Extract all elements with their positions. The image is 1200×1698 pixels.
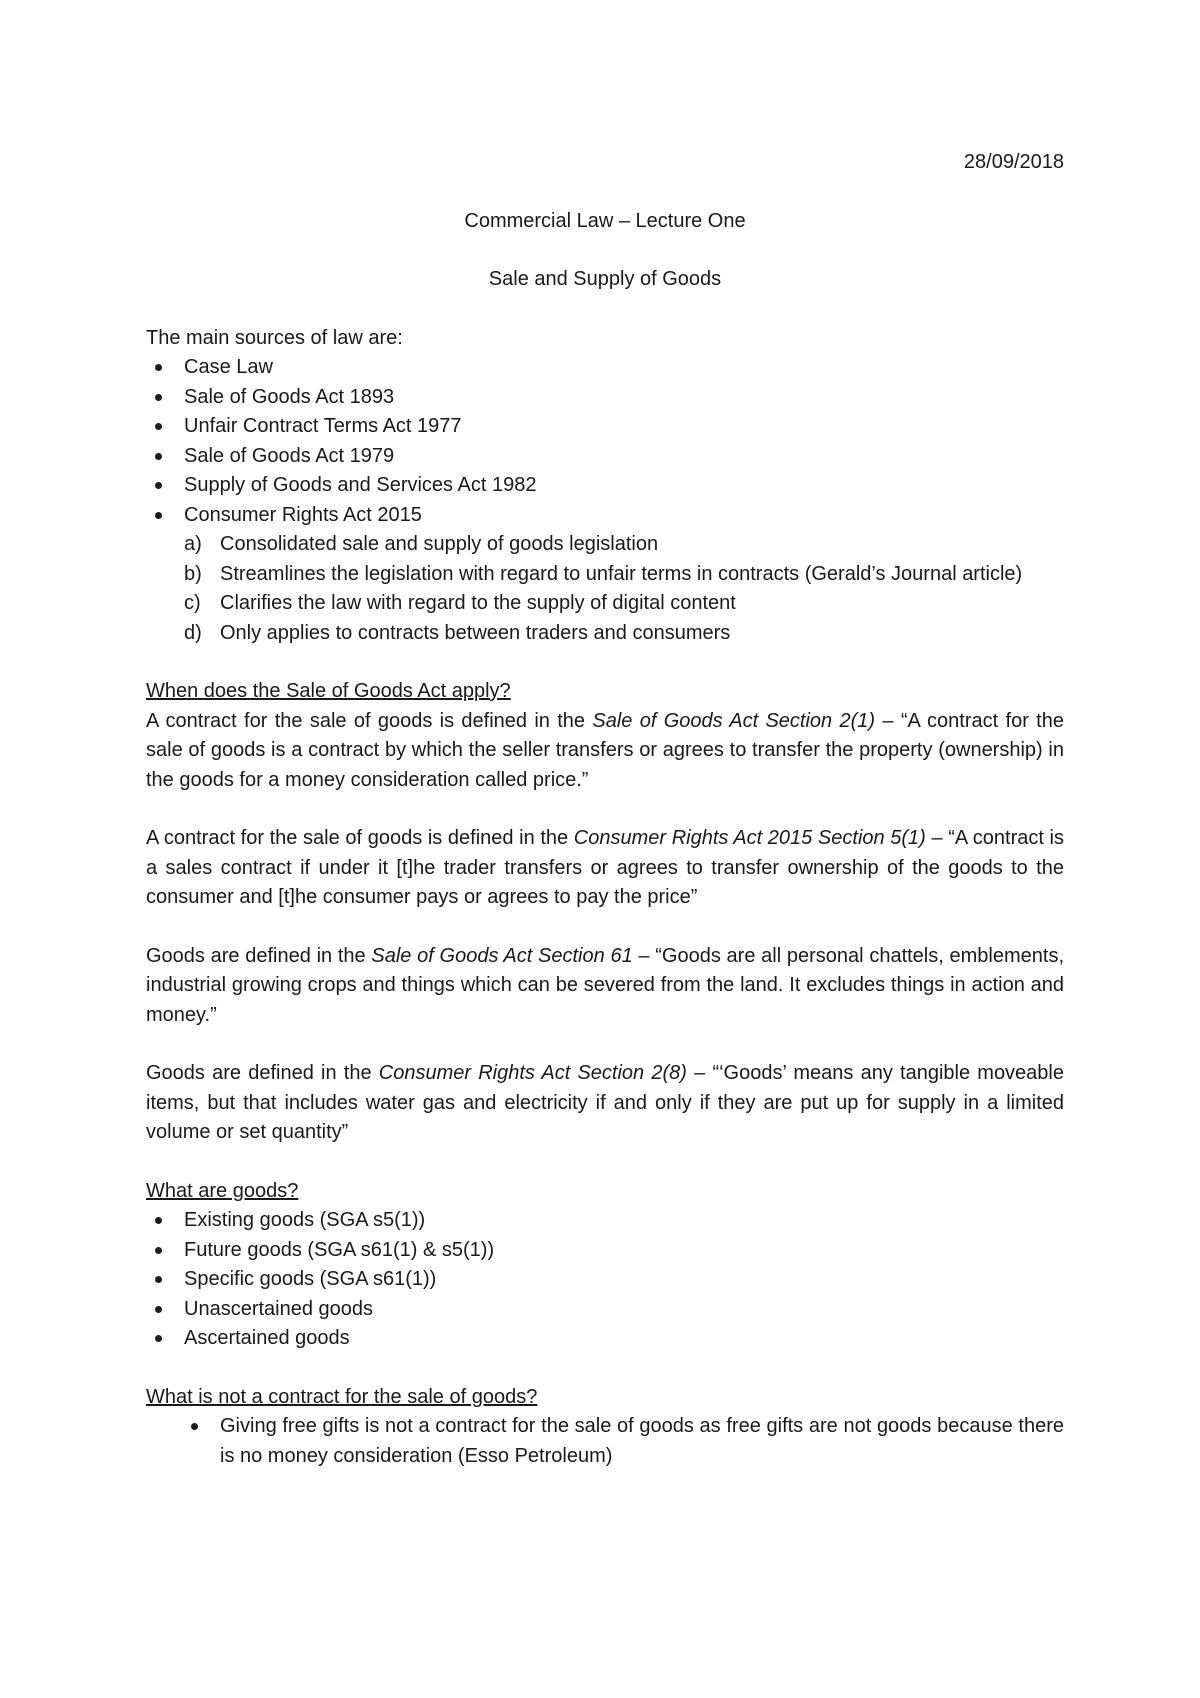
paragraph-lead: Goods are defined in the xyxy=(146,1062,379,1084)
what-goods-section xyxy=(146,1177,1064,1354)
paragraph-quote: – “Goods are all personal chattels, emblements, industrial growing crops and things which can be severed from the land. It excludes things in action and money.” xyxy=(146,944,1065,1026)
definition-paragraph xyxy=(146,707,1064,796)
not-contract-list xyxy=(146,1412,1064,1471)
list-item-text: Supply of Goods and Services Act 1982 xyxy=(184,474,537,496)
bullet-icon xyxy=(155,482,162,489)
sources-intro: The main sources of law are: xyxy=(146,326,403,349)
statute-reference: Sale of Goods Act Section 61 xyxy=(371,944,633,967)
bullet-icon xyxy=(155,1276,162,1283)
bullet-icon xyxy=(155,364,162,371)
list-item-text: Case Law xyxy=(184,356,273,378)
list-item-text: Existing goods (SGA s5(1)) xyxy=(184,1209,426,1231)
statute-reference: Consumer Rights Act Section 2(8) xyxy=(378,1062,687,1084)
document-title: Commercial Law – Lecture One xyxy=(464,209,746,232)
list-item-text: Unfair Contract Terms Act 1977 xyxy=(184,415,462,437)
list-item xyxy=(146,501,1064,531)
document-body xyxy=(146,148,1064,1471)
bullet-icon xyxy=(155,453,162,460)
list-item-text: Consumer Rights Act 2015 xyxy=(184,503,422,526)
list-item xyxy=(146,383,1064,413)
list-item xyxy=(146,1206,1064,1236)
list-item-text: Unascertained goods xyxy=(184,1297,374,1320)
sub-list-label: b) xyxy=(184,562,202,585)
consumer-rights-sublist xyxy=(146,530,1064,648)
list-item xyxy=(146,1324,1064,1354)
list-item xyxy=(182,1412,1064,1471)
statute-reference: Consumer Rights Act 2015 Section 5(1) xyxy=(573,827,926,849)
list-item xyxy=(146,1236,1064,1266)
bullet-icon xyxy=(155,512,162,519)
list-item-text: Ascertained goods xyxy=(184,1327,350,1349)
paragraph-quote: – “‘Goods’ means any tangible moveable items, but that includes water gas and electricity if and only if they are put up for supply in a limited volume or set quantity” xyxy=(146,1062,1064,1143)
sub-list-item xyxy=(184,619,1064,649)
list-item-text: Giving free gifts is not a contract for the sale of goods as free gifts are not goods because there is no money consideration (Esso Petroleum) xyxy=(220,1415,1064,1467)
sub-list-item xyxy=(184,589,1064,619)
definition-paragraph xyxy=(146,942,1064,1031)
bullet-icon xyxy=(155,1306,162,1313)
definition-paragraph xyxy=(146,1059,1064,1148)
sub-list-text: Only applies to contracts between traders and consumers xyxy=(220,621,731,644)
paragraph-quote: – “A contract for the sale of goods is a contract by which the seller transfers or agrees to transfer the property (ownership) in the goods for a money consideration called price.” xyxy=(146,709,1064,791)
document-subtitle: Sale and Supply of Goods xyxy=(488,268,722,290)
paragraph-quote: – “A contract is a sales contract if under it [t]he trader transfers or agrees to transfer ownership of the goods to the consumer and [t]he consumer pays or agrees to pay the price” xyxy=(146,827,1064,908)
list-item xyxy=(146,353,1064,383)
paragraph-lead: A contract for the sale of goods is defined in the xyxy=(146,827,574,849)
list-item-text: Sale of Goods Act 1893 xyxy=(184,385,395,408)
sub-list-item xyxy=(184,530,1064,560)
sub-list-text: Clarifies the law with regard to the supply of digital content xyxy=(220,592,736,614)
section-heading: When does the Sale of Goods Act apply? xyxy=(146,680,511,702)
sub-list-label: d) xyxy=(184,621,202,644)
not-contract-section xyxy=(146,1383,1064,1472)
list-item xyxy=(146,442,1064,472)
lecture-date: 28/09/2018 xyxy=(963,151,1064,173)
list-item-text: Sale of Goods Act 1979 xyxy=(184,444,395,467)
paragraph-lead: A contract for the sale of goods is defined in the xyxy=(146,709,593,732)
sub-list-item xyxy=(184,560,1064,590)
sources-list xyxy=(146,353,1064,530)
definition-paragraph xyxy=(146,824,1064,913)
list-item xyxy=(146,412,1064,442)
section-heading: What are goods? xyxy=(146,1179,299,1202)
bullet-icon xyxy=(191,1423,198,1430)
paragraph-lead: Goods are defined in the xyxy=(146,944,372,967)
sub-list-text: Streamlines the legislation with regard to unfair terms in contracts (Gerald’s Journal article) xyxy=(220,562,1023,585)
sub-list-text: Consolidated sale and supply of goods legislation xyxy=(220,533,659,555)
list-item xyxy=(146,1295,1064,1325)
sub-list-label: c) xyxy=(184,592,201,614)
list-item xyxy=(146,471,1064,501)
goods-types-list xyxy=(146,1206,1064,1354)
statute-reference: Sale of Goods Act Section 2(1) xyxy=(592,709,876,732)
sub-list-label: a) xyxy=(184,533,202,555)
bullet-icon xyxy=(155,1247,162,1254)
bullet-icon xyxy=(155,394,162,401)
section-heading: What is not a contract for the sale of goods? xyxy=(146,1385,538,1408)
bullet-icon xyxy=(155,423,162,430)
list-item-text: Future goods (SGA s61(1) & s5(1)) xyxy=(184,1238,495,1261)
list-item xyxy=(146,1265,1064,1295)
sources-section xyxy=(146,324,1064,649)
list-item-text: Specific goods (SGA s61(1)) xyxy=(184,1268,437,1290)
when-applies-section xyxy=(146,677,1064,1148)
bullet-icon xyxy=(155,1217,162,1224)
bullet-icon xyxy=(155,1335,162,1342)
